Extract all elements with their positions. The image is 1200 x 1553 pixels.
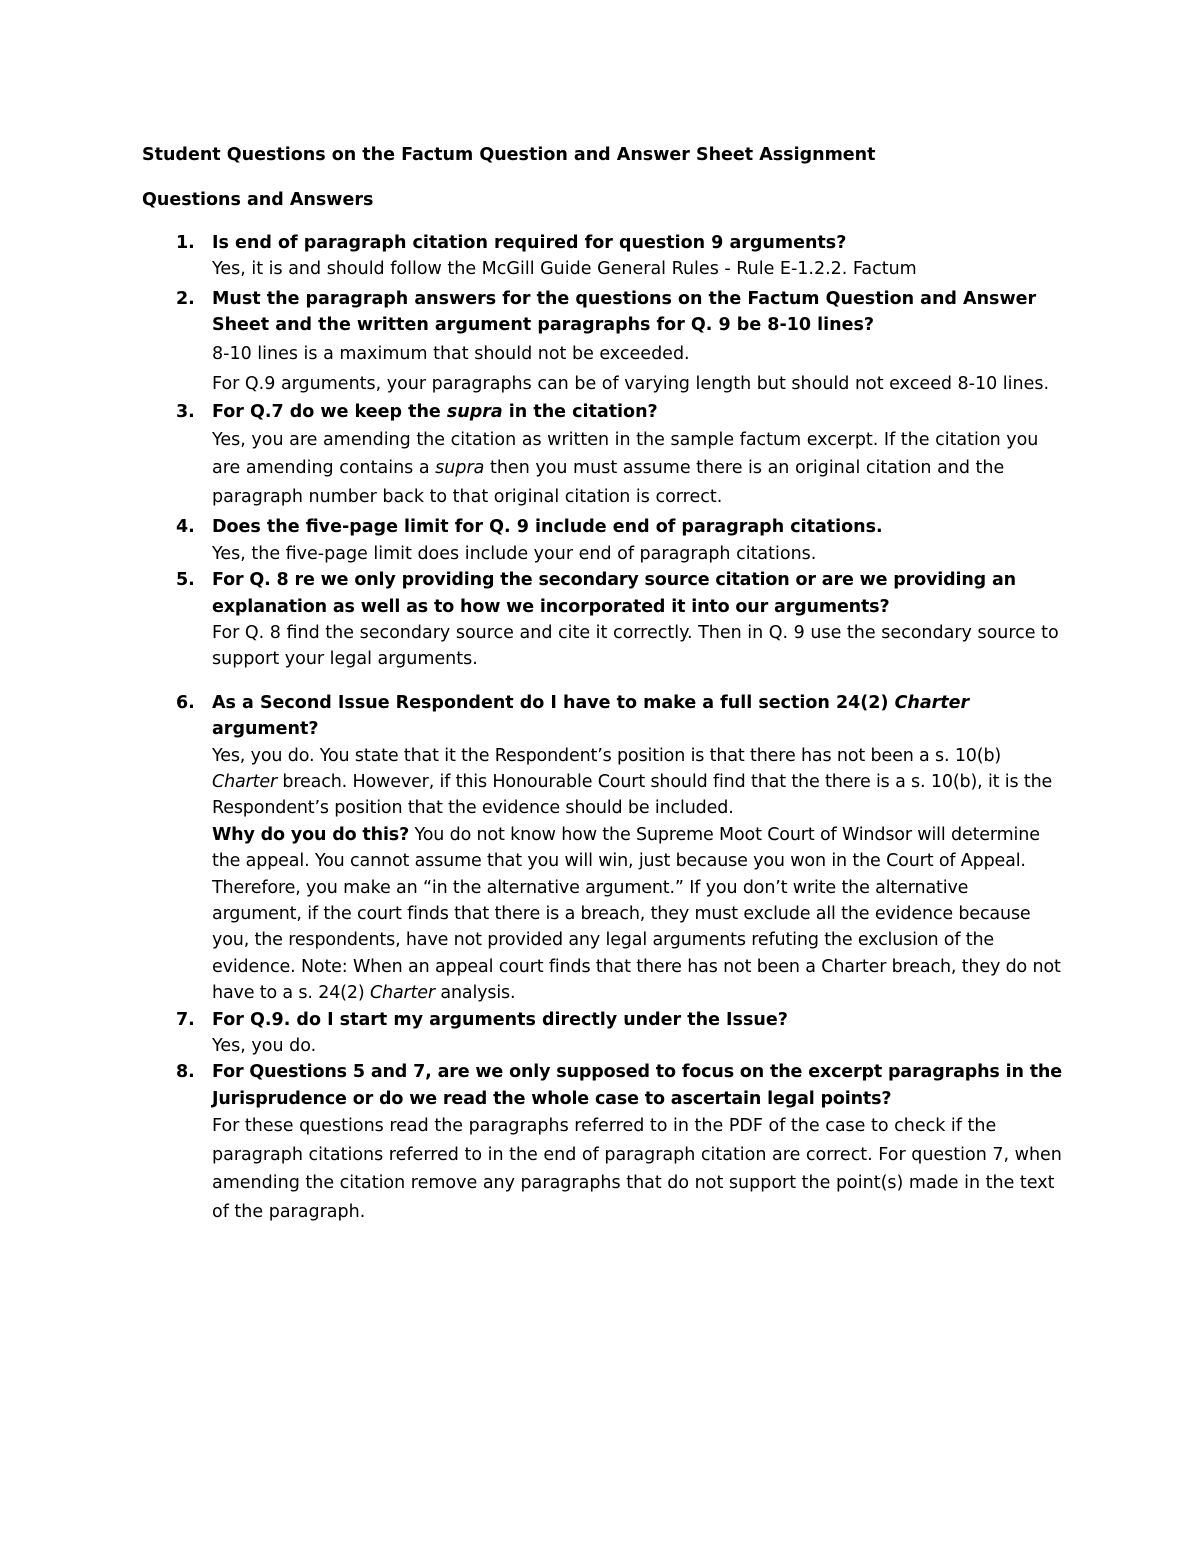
qa-question-text: As a Second Issue Respondent do I have to make a full section 24(2): [212, 692, 895, 713]
qa-answer: For these questions read the paragraphs referred to in the PDF of the case to check if the paragraph citations referred to in the end of paragraph citation are correct. For question 7, when amending the citation remove any paragraphs that do not support the point(s) made in the text of the paragraph.: [212, 1116, 1062, 1222]
qa-answer-text: breach. However, if this Honourable Court should find that the there is a s. 10(b), it is the Respondent’s position that the evidence should be included.: [212, 772, 1053, 819]
qa-number: 3.: [176, 402, 195, 423]
qa-answer-text: You do not know how the Supreme Moot Court of Windsor will determine the appeal. You cannot assume that you will win, just because you won in the Court of Appeal. Therefore, you make an “in the alternative argument.” If you don’t write the alternative argument, if the court finds that there is a breach, they must exclude all the evidence because you, the respondents, have not provided any legal arguments refuting the exclusion of the evidence. Note: When an appeal court finds that there has not been a Charter breach, they do not have to a s. 24(2): [212, 824, 1061, 1004]
qa-question: Must the paragraph answers for the questions on the Factum Question and Answer Sheet and the written argument paragraphs for Q. 9 be 8-10 lines?: [212, 288, 1037, 336]
qa-item: [142, 514, 1062, 567]
qa-answer-text: then you must assume there is an original citation and the paragraph number back to that original citation is correct.: [212, 458, 1005, 507]
qa-number: 1.: [176, 233, 195, 253]
qa-question: Does the five-page limit for Q. 9 include end of paragraph citations.: [212, 517, 883, 538]
qa-answer: For Q. 8 find the secondary source and cite it correctly. Then in Q. 9 use the secondary source to support your legal arguments.: [212, 622, 1059, 670]
qa-question: [212, 690, 1062, 743]
qa-question-emphasis: supra: [446, 402, 503, 423]
qa-question: For Questions 5 and 7, are we only supposed to focus on the excerpt paragraphs in the Jurisprudence or do we read the whole case to ascertain legal points?: [212, 1062, 1062, 1109]
qa-question-emphasis: Charter: [894, 692, 970, 713]
qa-item: [142, 690, 1062, 1007]
qa-answer-emphasis: Charter: [212, 772, 278, 792]
document-title: Student Questions on the Factum Question and Answer Sheet Assignment: [142, 145, 876, 165]
qa-number: 4.: [176, 517, 195, 538]
qa-answer-emphasis: supra: [435, 458, 485, 479]
qa-number: 2.: [176, 288, 195, 309]
qa-number: 8.: [176, 1062, 195, 1083]
qa-answer: Yes, the five-page limit does include your end of paragraph citations.: [212, 543, 817, 564]
qa-answer: 8-10 lines is a maximum that should not be exceeded.: [212, 343, 690, 364]
qa-question-text: in the citation?: [502, 402, 658, 423]
qa-question: Is end of paragraph citation required for question 9 arguments?: [212, 233, 847, 253]
qa-answer: Yes, you do.: [212, 1036, 317, 1057]
qa-number: 7.: [176, 1009, 195, 1030]
qa-answer-bold: Why do you do this?: [212, 824, 410, 845]
qa-answer: [212, 426, 1062, 512]
qa-item: [142, 230, 1062, 283]
qa-answer: [212, 743, 1062, 822]
qa-item: [142, 567, 1062, 673]
qa-answer: [212, 822, 1062, 1007]
qa-answer-emphasis: Charter: [369, 983, 435, 1004]
qa-list: [142, 230, 1062, 1226]
qa-answer-text: Yes, you do. You state that it the Respondent’s position is that there has not been a s. 10(b): [212, 745, 1002, 766]
qa-answer: For Q.9 arguments, your paragraphs can be of varying length but should not exceed 8-10 lines.: [212, 374, 1050, 395]
qa-answer-text: analysis.: [434, 983, 516, 1004]
qa-question: For Q.9. do I start my arguments directly under the Issue?: [212, 1009, 788, 1030]
qa-number: 5.: [176, 570, 195, 591]
qa-item: [142, 1059, 1062, 1226]
qa-item: [142, 286, 1062, 398]
qa-number: 6.: [176, 692, 195, 713]
qa-item: [142, 1007, 1062, 1060]
qa-question-text: argument?: [212, 719, 319, 740]
qa-question: For Q. 8 re we only providing the secondary source citation or are we providing an explanation as well as to how we incorporated it into our arguments?: [212, 570, 1016, 617]
qa-answer-text: Yes, you are amending the citation as written in the sample factum excerpt. If the citation you are amending contains a: [212, 429, 1039, 479]
qa-answer: Yes, it is and should follow the McGill Guide General Rules - Rule E-1.2.2. Factum: [212, 259, 917, 280]
qa-question: [212, 399, 1062, 425]
qa-question-text: For Q.7 do we keep the: [212, 402, 447, 423]
qa-item: [142, 399, 1062, 511]
section-heading: Questions and Answers: [142, 190, 374, 210]
